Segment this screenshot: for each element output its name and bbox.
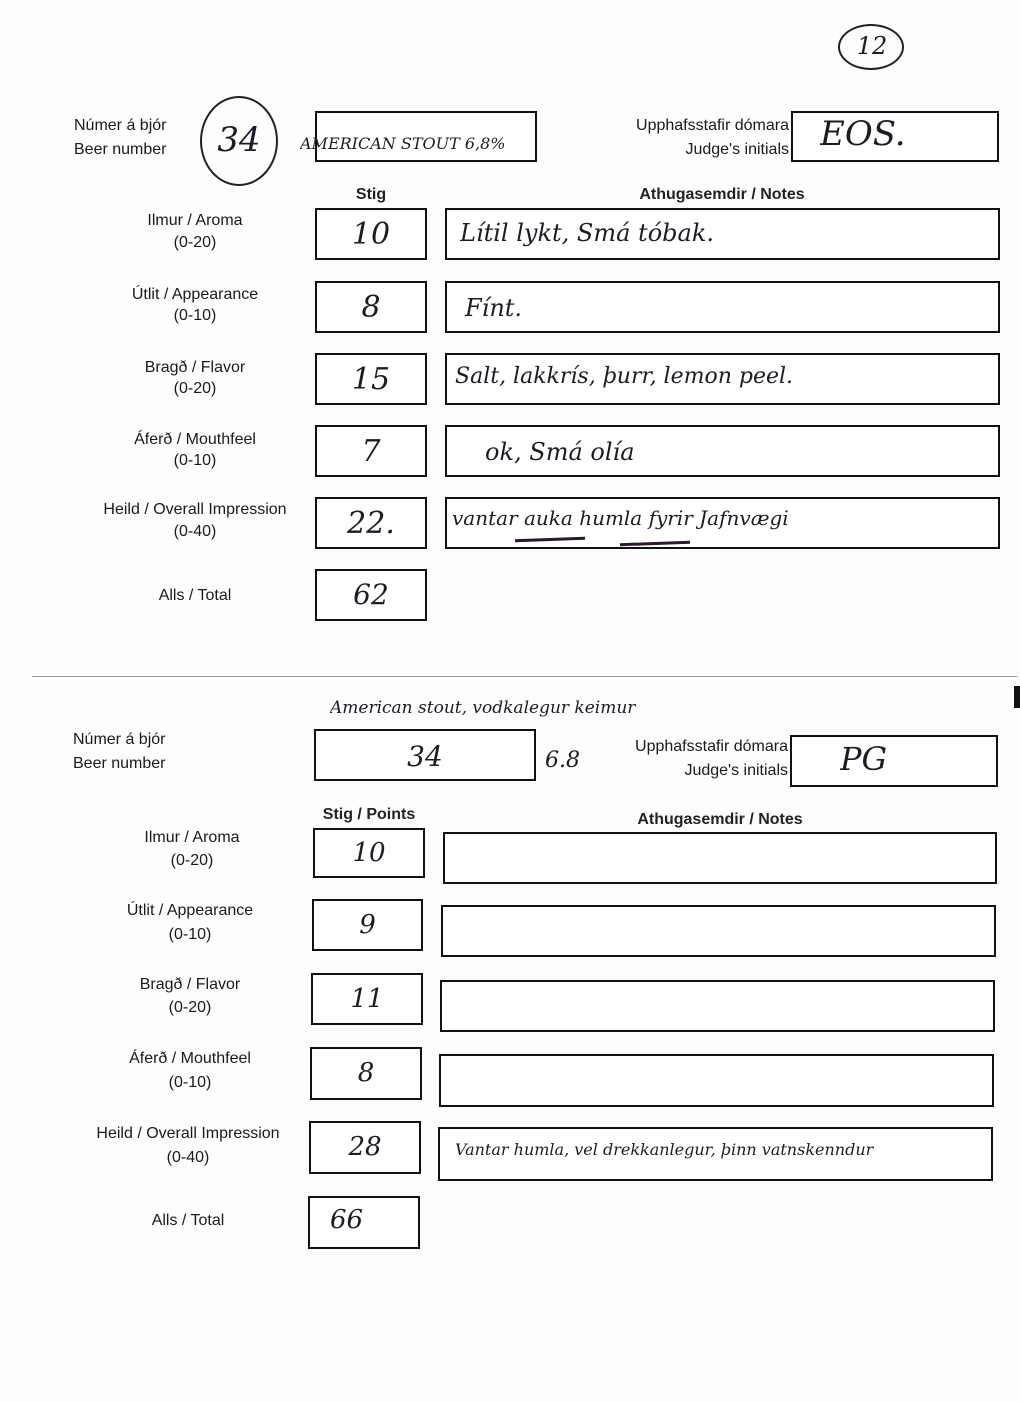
notes-box-appearance-2[interactable] <box>441 905 996 957</box>
criterion-range-aroma: (0-20) <box>173 234 217 251</box>
criterion-range-overall: (0-40) <box>173 523 217 540</box>
criterion-label-appearance-2: Útlit / Appearance <box>126 902 254 919</box>
notes-value-overall: vantar auka humla fyrir Jafnvægi <box>452 506 789 530</box>
notes-box-aroma-2[interactable] <box>443 832 997 884</box>
criterion-range-flavor-2: (0-20) <box>168 999 212 1016</box>
criterion-range-mouthfeel-2: (0-10) <box>168 1074 212 1091</box>
score-value-appearance: 8 <box>361 290 381 325</box>
criterion-label-aroma: Ilmur / Aroma <box>147 212 243 229</box>
notes-value-appearance: Fínt. <box>465 294 523 322</box>
criterion-range-appearance-2: (0-10) <box>168 926 212 943</box>
notes-value-overall-2: Vantar humla, vel drekkanlegur, þinn vatnskenndur <box>455 1140 874 1159</box>
notes-header-2: Athugasemdir / Notes <box>637 811 803 828</box>
points-header-2: Stig / Points <box>322 806 416 823</box>
notes-box-mouthfeel-2[interactable] <box>439 1054 994 1107</box>
judge-label-is: Upphafsstafir dómara <box>636 117 789 134</box>
criterion-label-aroma-2: Ilmur / Aroma <box>144 829 240 846</box>
score-value-mouthfeel: 7 <box>361 434 381 469</box>
beer-number-value-2: 34 <box>407 740 443 773</box>
total-value-2: 66 <box>330 1205 364 1235</box>
judge-initials-value: EOS. <box>820 114 906 154</box>
criterion-label-mouthfeel: Áferð / Mouthfeel <box>134 431 256 448</box>
edge-mark <box>1014 686 1020 708</box>
score-value-appearance-2: 9 <box>359 910 376 940</box>
sheet-number: 12 <box>856 32 888 60</box>
criterion-range-appearance: (0-10) <box>173 307 217 324</box>
score-value-flavor: 15 <box>351 362 391 397</box>
total-label: Alls / Total <box>158 587 232 604</box>
judge-label-is-2: Upphafsstafir dómara <box>635 738 788 755</box>
criterion-label-appearance: Útlit / Appearance <box>131 286 259 303</box>
notes-value-aroma: Lítil lykt, Smá tóbak. <box>460 219 714 247</box>
style-note: American stout, vodkalegur keimur <box>330 698 636 718</box>
notes-header: Athugasemdir / Notes <box>639 186 805 203</box>
criterion-range-overall-2: (0-40) <box>166 1149 210 1166</box>
notes-value-mouthfeel: ok, Smá olía <box>485 438 635 466</box>
total-value: 62 <box>353 578 389 611</box>
score-value-overall: 22. <box>347 506 395 541</box>
beer-number-label-is: Númer á bjór <box>74 117 167 134</box>
points-header: Stig <box>355 186 387 203</box>
score-value-aroma-2: 10 <box>352 838 386 868</box>
score-value-overall-2: 28 <box>348 1132 382 1162</box>
criterion-range-aroma-2: (0-20) <box>170 852 214 869</box>
judge-label-en: Judge's initials <box>685 141 789 158</box>
beer-style-value: AMERICAN STOUT 6,8% <box>300 134 506 153</box>
score-value-mouthfeel-2: 8 <box>357 1058 375 1088</box>
criterion-label-flavor-2: Bragð / Flavor <box>139 976 241 993</box>
criterion-label-overall: Heild / Overall Impression <box>103 501 287 518</box>
criterion-label-flavor: Bragð / Flavor <box>144 359 246 376</box>
beer-number-label-en: Beer number <box>74 141 167 158</box>
judge-initials-value-2: PG <box>840 740 888 778</box>
criterion-label-overall-2: Heild / Overall Impression <box>96 1125 280 1142</box>
notes-value-flavor: Salt, lakkrís, þurr, lemon peel. <box>455 364 794 389</box>
criterion-range-mouthfeel: (0-10) <box>173 452 217 469</box>
criterion-range-flavor: (0-20) <box>173 380 217 397</box>
notes-box-flavor-2[interactable] <box>440 980 995 1032</box>
abv-value-2: 6.8 <box>545 748 580 773</box>
score-value-flavor-2: 11 <box>350 984 384 1014</box>
score-value-aroma: 10 <box>351 217 391 252</box>
beer-number-label-en-2: Beer number <box>73 755 166 772</box>
criterion-label-mouthfeel-2: Áferð / Mouthfeel <box>129 1050 251 1067</box>
sheet-divider <box>32 676 1017 677</box>
beer-number-value: 34 <box>217 120 261 160</box>
judge-label-en-2: Judge's initials <box>684 762 788 779</box>
total-label-2: Alls / Total <box>151 1212 225 1229</box>
beer-number-label-is-2: Númer á bjór <box>73 731 166 748</box>
